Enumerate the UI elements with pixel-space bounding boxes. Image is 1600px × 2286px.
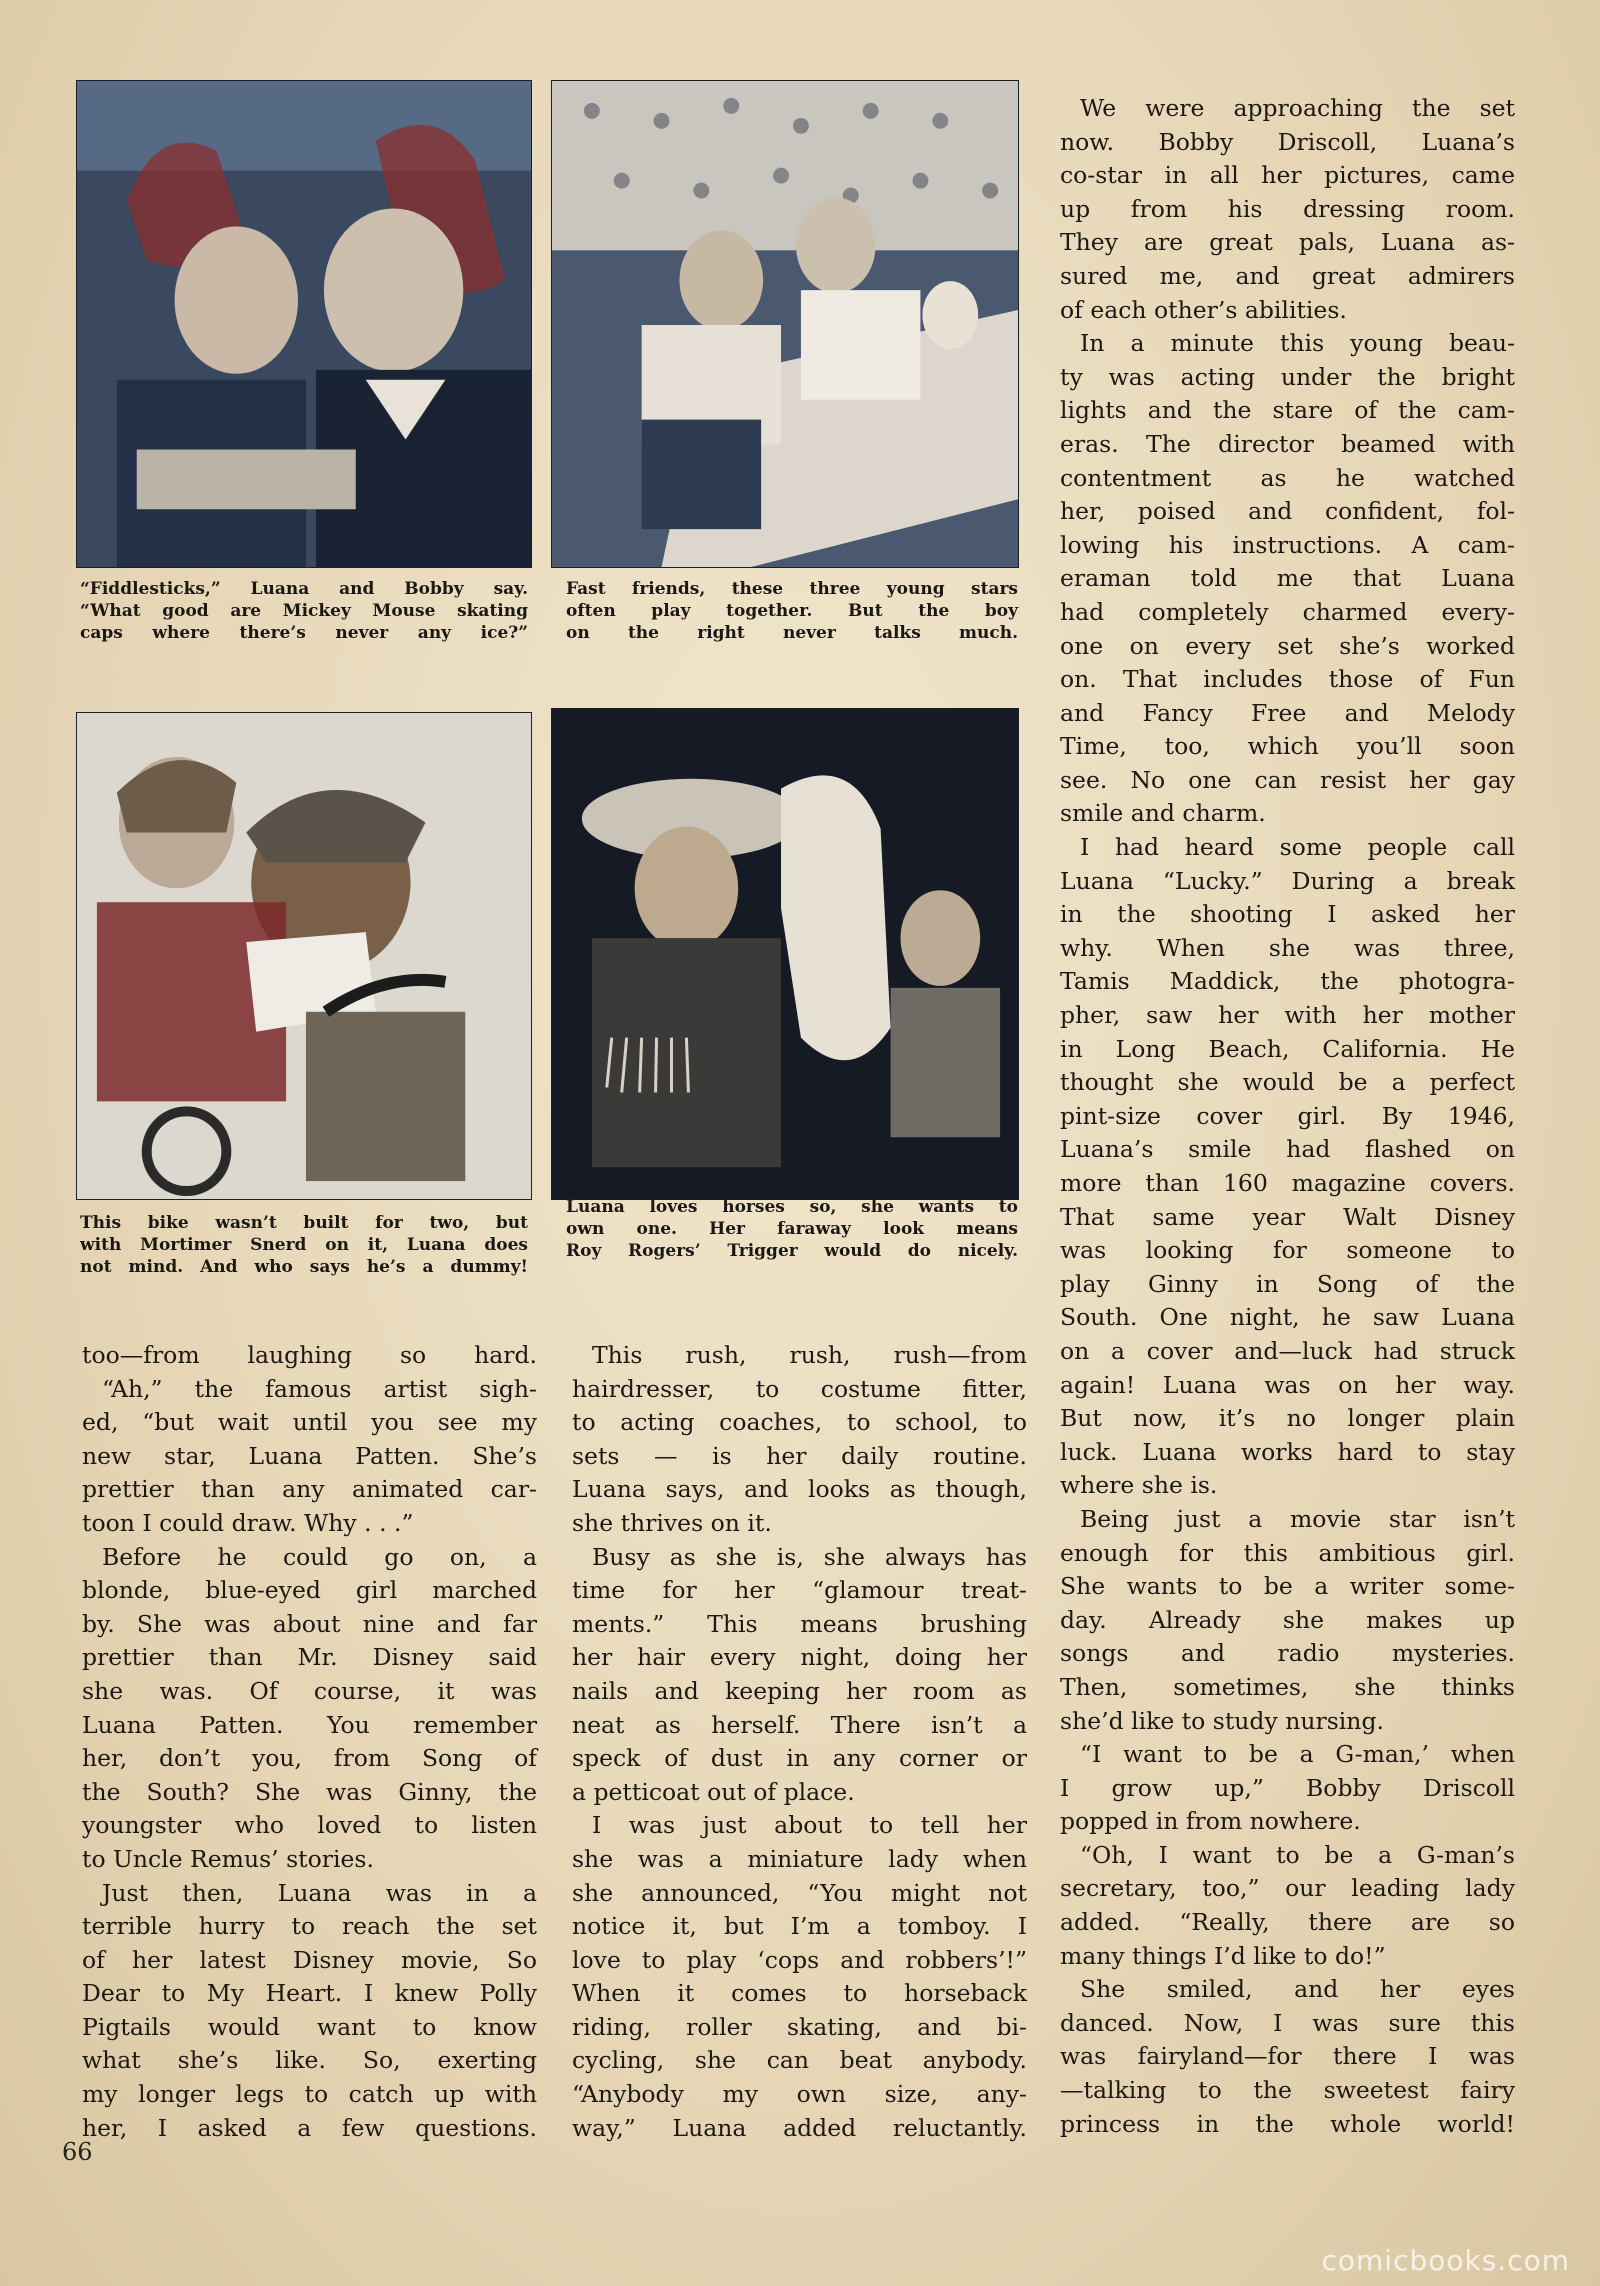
text-line: her, I asked a few questions. <box>82 2113 537 2142</box>
text-line: day. Already she makes up <box>1060 1605 1515 1634</box>
text-line: Then, sometimes, she thinks <box>1060 1672 1515 1701</box>
article-column-right <box>1060 92 1515 2141</box>
text-line: eras. The director beamed with <box>1060 429 1515 458</box>
text-line: what she’s like. So, exerting <box>82 2046 537 2075</box>
text-line: enough for this ambitious girl. <box>1060 1538 1515 1567</box>
text-line: ed, “but wait until you see my <box>82 1408 537 1437</box>
text-line: “Oh, I want to be a G-man’s <box>1080 1840 1515 1869</box>
text-line: why. When she was three, <box>1060 933 1515 962</box>
text-line: —talking to the sweetest fairy <box>1060 2076 1515 2105</box>
text-line: toon I could draw. Why . . .” <box>82 1508 414 1537</box>
text-line: Luana Patten. You remember <box>82 1710 537 1739</box>
photo-fast-friends <box>551 80 1019 568</box>
text-line: more than 160 magazine covers. <box>1060 1169 1515 1197</box>
text-line: speck of dust in any corner or <box>572 1744 1027 1773</box>
text-line: She smiled, and her eyes <box>1080 1975 1515 2004</box>
text-line: to acting coaches, to school, to <box>572 1408 1027 1437</box>
text-line: I had heard some people call <box>1080 833 1515 862</box>
text-line: “I want to be a G-man,’ when <box>1080 1740 1515 1769</box>
text-line: way,” Luana added reluctantly. <box>572 2113 1027 2142</box>
text-line: Luana “Lucky.” During a break <box>1060 866 1515 895</box>
text-line: had completely charmed every- <box>1060 597 1515 626</box>
text-line: in Long Beach, California. He <box>1060 1034 1515 1063</box>
text-line: ments.” This means brushing <box>572 1609 1027 1638</box>
photo-roy-rogers-trigger <box>551 708 1019 1200</box>
text-line: I grow up,” Bobby Driscoll <box>1060 1773 1515 1802</box>
text-line: lowing his instructions. A cam- <box>1060 530 1515 559</box>
text-line: in the shooting I asked her <box>1060 900 1515 929</box>
text-line: Busy as she is, she always has <box>592 1542 1027 1571</box>
text-line: her hair every night, doing her <box>572 1643 1027 1672</box>
text-line: hairdresser, to costume fitter, <box>572 1374 1027 1403</box>
text-line: blonde, blue-eyed girl marched <box>82 1576 537 1605</box>
text-line: prettier than Mr. Disney said <box>82 1643 537 1672</box>
text-line: South. One night, he saw Luana <box>1060 1303 1515 1332</box>
text-line: nails and keeping her room as <box>572 1676 1027 1705</box>
text-line: the South? She was Ginny, the <box>82 1777 537 1806</box>
text-line: notice it, but I’m a tomboy. I <box>572 1912 1027 1941</box>
text-line: neat as herself. There isn’t a <box>572 1710 1027 1739</box>
text-line: by. She was about nine and far <box>82 1609 537 1638</box>
text-line: In a minute this young beau- <box>1080 329 1515 358</box>
text-line: many things I’d like to do!” <box>1060 1941 1386 1970</box>
text-line: time for her “glamour treat- <box>572 1576 1027 1605</box>
photo-caption-3: This bike wasn’t built for two, but with Mortimer Snerd on it, Luana does not mind. And who says he’s a dummy! <box>80 1213 528 1277</box>
text-line: was fairyland—for there I was <box>1060 2042 1515 2071</box>
text-line: she was. Of course, it was <box>82 1676 537 1705</box>
text-line: riding, roller skating, and bi- <box>572 2012 1027 2041</box>
text-line: on a cover and—luck had struck <box>1060 1336 1515 1365</box>
text-line: prettier than any animated car- <box>82 1475 537 1504</box>
text-line: co-star in all her pictures, came <box>1060 161 1515 190</box>
text-line: contentment as he watched <box>1060 463 1515 492</box>
text-line: thought she would be a perfect <box>1060 1068 1515 1097</box>
text-line: eraman told me that Luana <box>1060 564 1515 593</box>
text-line: pint-size cover girl. By 1946, <box>1060 1101 1515 1130</box>
text-line: Luana’s smile had flashed on <box>1060 1135 1515 1164</box>
text-line: on. That includes those of Fun <box>1060 665 1515 694</box>
text-line: and Fancy Free and Melody <box>1060 698 1515 727</box>
text-line: danced. Now, I was sure this <box>1060 2008 1515 2037</box>
text-line: Luana says, and looks as though, <box>572 1475 1027 1504</box>
text-line: to Uncle Remus’ stories. <box>82 1844 374 1873</box>
text-line: Dear to My Heart. I knew Polly <box>82 1979 537 2008</box>
watermark: comicbooks.com <box>1321 2244 1570 2277</box>
text-line: pher, saw her with her mother <box>1060 1001 1515 1030</box>
photo-bike-mortimer-snerd <box>76 712 532 1200</box>
text-line: luck. Luana works hard to stay <box>1060 1437 1515 1466</box>
text-line: princess in the whole world! <box>1060 2109 1515 2138</box>
text-line: They are great pals, Luana as- <box>1060 228 1515 257</box>
text-line: youngster who loved to listen <box>82 1811 537 1840</box>
text-line: cycling, she can beat anybody. <box>572 2046 1027 2075</box>
photo-caption-4: Luana loves horses so, she wants to own one. Her faraway look means Roy Rogers’ Trigger would do nicely. <box>566 1197 1018 1261</box>
photo-caption-2: Fast friends, these three young stars often play together. But the boy on the right never talks much. <box>566 579 1018 643</box>
text-line: she’d like to study nursing. <box>1060 1706 1384 1735</box>
article-column-left <box>82 1339 537 2145</box>
text-line: Just then, Luana was in a <box>102 1878 537 1907</box>
text-line: We were approaching the set <box>1080 94 1515 122</box>
text-line: That same year Walt Disney <box>1060 1202 1515 1231</box>
text-line: Before he could go on, a <box>102 1542 537 1571</box>
text-line: one on every set she’s worked <box>1060 631 1515 660</box>
text-line: of her latest Disney movie, So <box>82 1945 537 1974</box>
text-line: a petticoat out of place. <box>572 1777 855 1806</box>
text-line: sets — is her daily routine. <box>572 1441 1027 1470</box>
text-line: see. No one can resist her gay <box>1060 765 1515 794</box>
article-column-middle <box>572 1339 1027 2145</box>
text-line: I was just about to tell her <box>592 1811 1027 1840</box>
text-line: ty was acting under the bright <box>1060 362 1515 391</box>
text-line: Being just a movie star isn’t <box>1080 1504 1515 1533</box>
text-line: But now, it’s no longer plain <box>1060 1404 1515 1433</box>
text-line: She wants to be a writer some- <box>1060 1572 1515 1601</box>
text-line: added. “Really, there are so <box>1060 1908 1515 1937</box>
text-line: smile and charm. <box>1060 799 1266 828</box>
text-line: This rush, rush, rush—from <box>592 1341 1027 1369</box>
text-line: “Anybody my own size, any- <box>572 2080 1027 2109</box>
text-line: new star, Luana Patten. She’s <box>82 1441 537 1470</box>
text-line: now. Bobby Driscoll, Luana’s <box>1060 127 1515 156</box>
text-line: my longer legs to catch up with <box>82 2080 537 2109</box>
text-line: she was a miniature lady when <box>572 1844 1027 1873</box>
text-line: love to play ‘cops and robbers’!” <box>572 1945 1027 1974</box>
text-line: play Ginny in Song of the <box>1060 1269 1515 1298</box>
text-line: she announced, “You might not <box>572 1878 1027 1907</box>
text-line: popped in from nowhere. <box>1060 1807 1361 1836</box>
text-line: Tamis Maddick, the photogra- <box>1060 967 1515 996</box>
text-line: her, poised and confident, fol- <box>1060 497 1515 526</box>
text-line: When it comes to horseback <box>572 1979 1027 2008</box>
text-line: Time, too, which you’ll soon <box>1060 732 1515 761</box>
text-line: up from his dressing room. <box>1060 194 1515 223</box>
text-line: again! Luana was on her way. <box>1060 1370 1515 1399</box>
text-line: secretary, too,” our leading lady <box>1060 1874 1515 1903</box>
text-line: she thrives on it. <box>572 1508 772 1537</box>
text-line: where she is. <box>1060 1471 1218 1500</box>
text-line: lights and the stare of the cam- <box>1060 396 1515 425</box>
photo-luana-bobby-stockings <box>76 80 532 568</box>
photo-caption-1: “Fiddlesticks,” Luana and Bobby say. “What good are Mickey Mouse skating caps where there’s never any ice?” <box>80 579 528 643</box>
text-line: songs and radio mysteries. <box>1060 1639 1515 1668</box>
text-line: sured me, and great admirers <box>1060 261 1515 290</box>
page-number: 66 <box>62 2138 93 2166</box>
text-line: of each other’s abilities. <box>1060 295 1347 324</box>
text-line: Pigtails would want to know <box>82 2012 537 2041</box>
text-line: terrible hurry to reach the set <box>82 1912 537 1941</box>
text-line: was looking for someone to <box>1060 1236 1515 1265</box>
text-line: too—from laughing so hard. <box>82 1341 537 1369</box>
text-line: her, don’t you, from Song of <box>82 1744 537 1773</box>
text-line: “Ah,” the famous artist sigh- <box>102 1374 537 1403</box>
